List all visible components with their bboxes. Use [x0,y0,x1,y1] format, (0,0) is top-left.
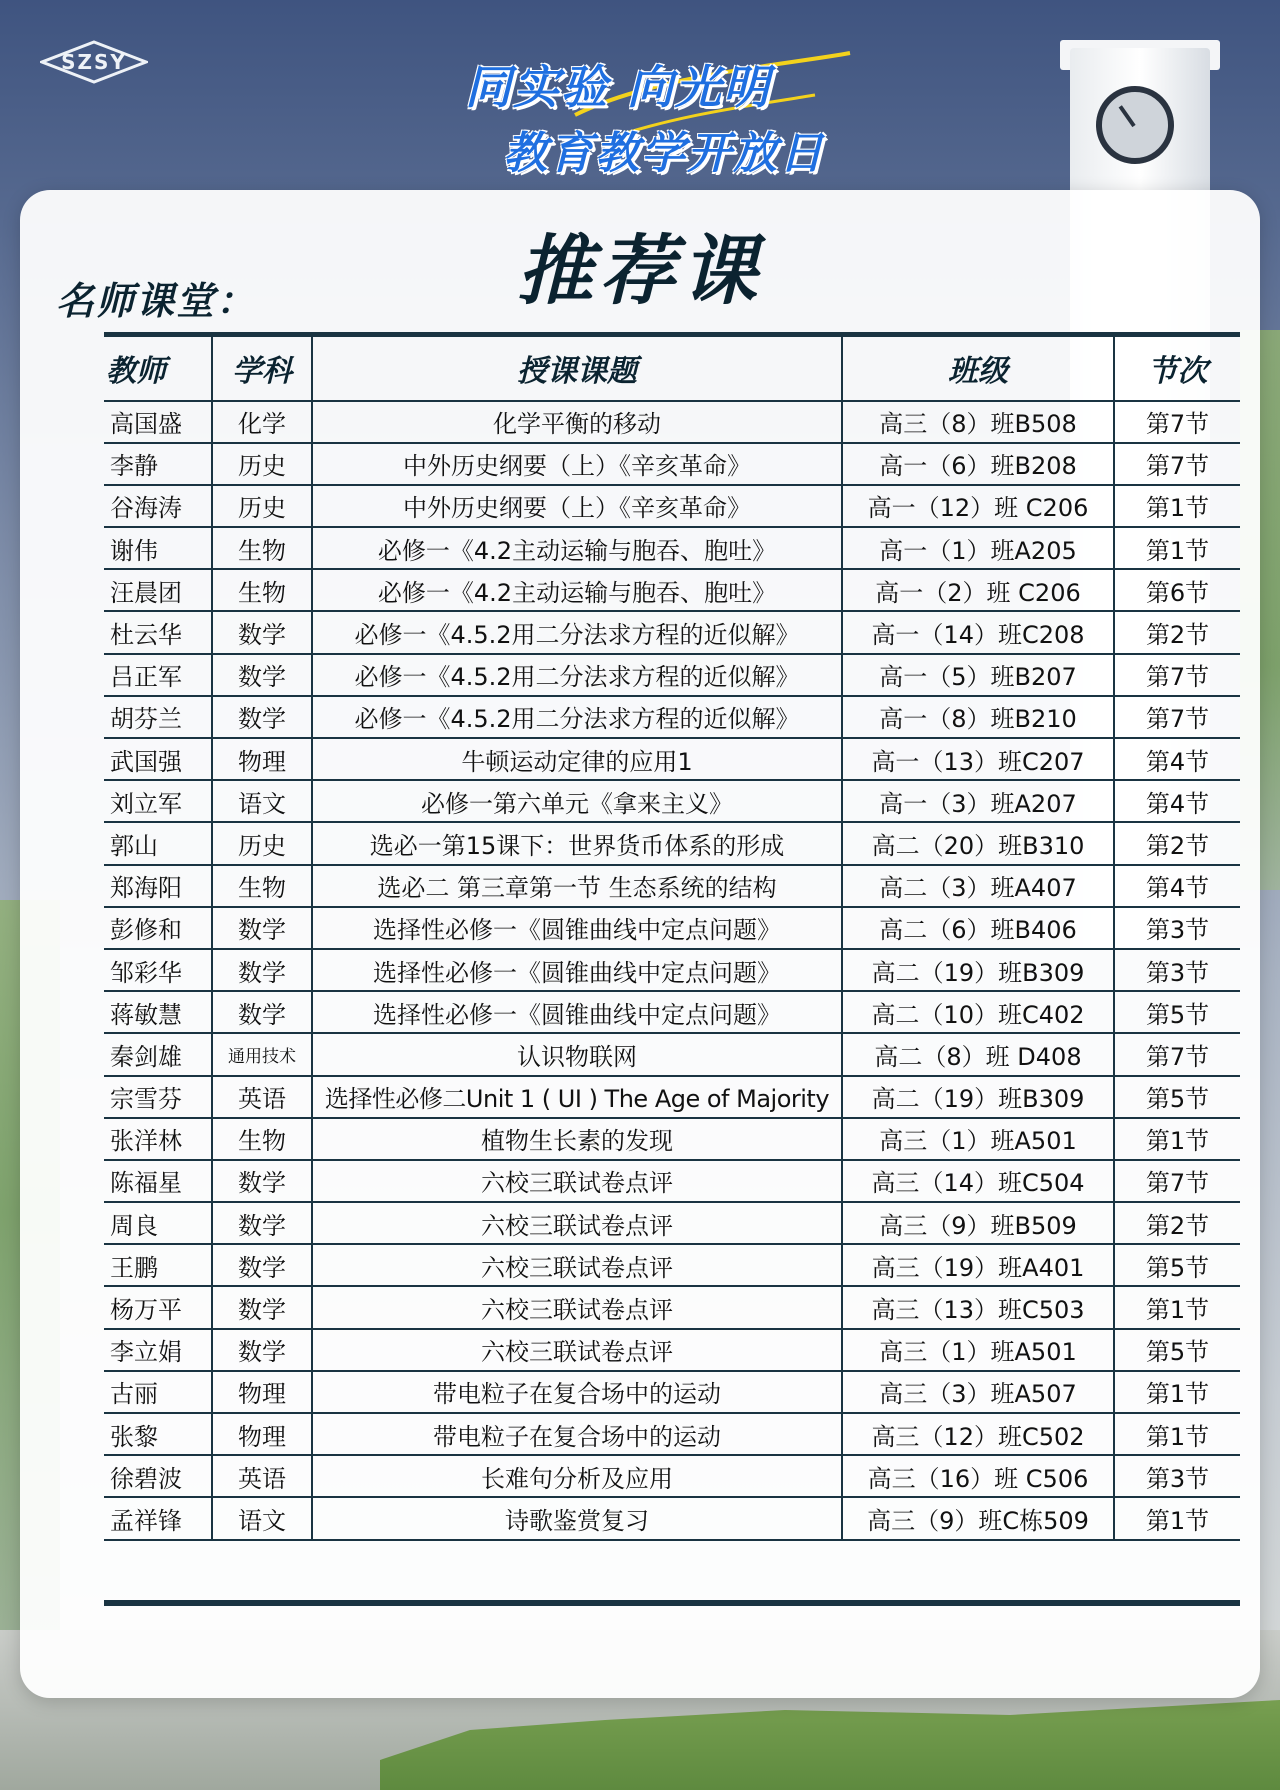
topic-cell: 化学平衡的移动 [312,401,842,443]
class-cell: 高三（1）班A501 [842,1118,1114,1160]
topic-cell: 六校三联试卷点评 [312,1202,842,1244]
teacher-cell: 古丽 [104,1371,212,1413]
topic-cell: 必修一《4.2主动运输与胞吞、胞吐》 [312,527,842,569]
table-row [104,401,1240,443]
school-logo [40,40,148,84]
class-cell: 高二（3）班A407 [842,865,1114,907]
topic-cell: 必修一《4.5.2用二分法求方程的近似解》 [312,696,842,738]
topic-cell: 选择性必修二Unit 1 ( UI ) The Age of Majority [312,1076,842,1118]
table-row [104,569,1240,611]
subject-cell: 数学 [212,1202,312,1244]
period-cell: 第7节 [1114,401,1240,443]
class-cell: 高一（14）班C208 [842,611,1114,653]
class-cell: 高三（9）班C栋509 [842,1497,1114,1539]
period-cell: 第1节 [1114,485,1240,527]
teacher-cell: 孟祥锋 [104,1497,212,1539]
class-cell: 高一（12）班 C206 [842,485,1114,527]
subject-cell: 语文 [212,780,312,822]
topic-cell: 六校三联试卷点评 [312,1329,842,1371]
topic-cell: 诗歌鉴赏复习 [312,1497,842,1539]
class-cell: 高三（16）班 C506 [842,1455,1114,1497]
teacher-cell: 张洋林 [104,1118,212,1160]
class-cell: 高一（5）班B207 [842,654,1114,696]
teacher-cell: 李立娟 [104,1329,212,1371]
class-cell: 高一（8）班B210 [842,696,1114,738]
table-row [104,1329,1240,1371]
topic-cell: 选择性必修一《圆锥曲线中定点问题》 [312,991,842,1033]
period-cell: 第5节 [1114,1076,1240,1118]
class-cell: 高三（1）班A501 [842,1329,1114,1371]
subject-cell: 数学 [212,907,312,949]
topic-cell: 带电粒子在复合场中的运动 [312,1371,842,1413]
teacher-cell: 李静 [104,443,212,485]
teacher-cell: 胡芬兰 [104,696,212,738]
subject-cell: 语文 [212,1497,312,1539]
header-topic: 授课课题 [312,335,842,401]
class-cell: 高二（19）班B309 [842,1076,1114,1118]
table-row [104,738,1240,780]
table-body [104,401,1240,1540]
headline-line-1: 同实验 向光明 [465,60,772,114]
subject-cell: 数学 [212,654,312,696]
teacher-cell: 周良 [104,1202,212,1244]
period-cell: 第7节 [1114,1160,1240,1202]
headline-line-2: 教育教学开放日 [503,128,825,179]
teacher-cell: 蒋敏慧 [104,991,212,1033]
subject-cell: 数学 [212,696,312,738]
topic-cell: 必修一《4.5.2用二分法求方程的近似解》 [312,611,842,653]
topic-cell: 认识物联网 [312,1033,842,1075]
class-cell: 高二（19）班B309 [842,949,1114,991]
class-cell: 高一（2）班 C206 [842,569,1114,611]
teacher-cell: 杜云华 [104,611,212,653]
header-class: 班级 [842,335,1114,401]
table-row [104,611,1240,653]
topic-cell: 选必二 第三章第一节 生态系统的结构 [312,865,842,907]
table-row [104,1118,1240,1160]
period-cell: 第5节 [1114,1329,1240,1371]
header-subject: 学科 [212,335,312,401]
period-cell: 第2节 [1114,1202,1240,1244]
teacher-cell: 秦剑雄 [104,1033,212,1075]
subject-cell: 历史 [212,822,312,864]
period-cell: 第7节 [1114,654,1240,696]
subject-cell: 英语 [212,1455,312,1497]
table-row [104,1244,1240,1286]
table-row [104,780,1240,822]
class-cell: 高三（3）班A507 [842,1371,1114,1413]
period-cell: 第5节 [1114,991,1240,1033]
teacher-cell: 高国盛 [104,401,212,443]
subject-cell: 数学 [212,1329,312,1371]
topic-cell: 植物生长素的发现 [312,1118,842,1160]
topic-cell: 带电粒子在复合场中的运动 [312,1413,842,1455]
teacher-cell: 邹彩华 [104,949,212,991]
table-row [104,822,1240,864]
card-title: 推荐课 [517,226,763,315]
table-row [104,1033,1240,1075]
class-cell: 高二（20）班B310 [842,822,1114,864]
teacher-cell: 王鹏 [104,1244,212,1286]
subject-cell: 数学 [212,991,312,1033]
period-cell: 第7节 [1114,1033,1240,1075]
class-cell: 高一（6）班B208 [842,443,1114,485]
subject-cell: 历史 [212,443,312,485]
class-cell: 高三（9）班B509 [842,1202,1114,1244]
teacher-cell: 汪晨团 [104,569,212,611]
subject-cell: 通用技术 [212,1033,312,1075]
teacher-cell: 刘立军 [104,780,212,822]
subject-cell: 数学 [212,1244,312,1286]
topic-cell: 中外历史纲要（上）《辛亥革命》 [312,485,842,527]
class-cell: 高一（3）班A207 [842,780,1114,822]
class-cell: 高三（13）班C503 [842,1286,1114,1328]
teacher-cell: 张黎 [104,1413,212,1455]
table-row [104,1076,1240,1118]
teacher-cell: 徐碧波 [104,1455,212,1497]
period-cell: 第4节 [1114,738,1240,780]
topic-cell: 选择性必修一《圆锥曲线中定点问题》 [312,907,842,949]
class-cell: 高三（19）班A401 [842,1244,1114,1286]
period-cell: 第6节 [1114,569,1240,611]
table-row [104,1413,1240,1455]
period-cell: 第4节 [1114,780,1240,822]
teacher-cell: 郭山 [104,822,212,864]
bottom-rule [104,1600,1240,1606]
topic-cell: 必修一第六单元《拿来主义》 [312,780,842,822]
clock-icon [1096,86,1174,164]
logo-text: SZSY [61,50,127,74]
teacher-cell: 宗雪芬 [104,1076,212,1118]
topic-cell: 长难句分析及应用 [312,1455,842,1497]
table-row [104,696,1240,738]
class-cell: 高三（14）班C504 [842,1160,1114,1202]
teacher-cell: 吕正军 [104,654,212,696]
subject-cell: 数学 [212,1286,312,1328]
class-cell: 高二（10）班C402 [842,991,1114,1033]
table-row [104,907,1240,949]
teacher-cell: 杨万平 [104,1286,212,1328]
subject-cell: 英语 [212,1076,312,1118]
schedule-card [20,190,1260,1698]
subject-cell: 历史 [212,485,312,527]
teacher-cell: 谷海涛 [104,485,212,527]
period-cell: 第2节 [1114,822,1240,864]
subject-cell: 物理 [212,738,312,780]
subject-cell: 生物 [212,865,312,907]
class-cell: 高一（1）班A205 [842,527,1114,569]
table-row [104,1497,1240,1539]
table-row [104,485,1240,527]
period-cell: 第1节 [1114,1497,1240,1539]
topic-cell: 六校三联试卷点评 [312,1286,842,1328]
topic-cell: 牛顿运动定律的应用1 [312,738,842,780]
header-period: 节次 [1114,335,1240,401]
period-cell: 第7节 [1114,443,1240,485]
table-row [104,527,1240,569]
topic-cell: 必修一《4.5.2用二分法求方程的近似解》 [312,654,842,696]
class-cell: 高三（8）班B508 [842,401,1114,443]
table-row [104,654,1240,696]
table-row [104,443,1240,485]
class-cell: 高三（12）班C502 [842,1413,1114,1455]
table-row [104,1202,1240,1244]
period-cell: 第1节 [1114,1286,1240,1328]
header-teacher: 教师 [104,335,212,401]
table-row [104,1371,1240,1413]
topic-cell: 选择性必修一《圆锥曲线中定点问题》 [312,949,842,991]
topic-cell: 六校三联试卷点评 [312,1160,842,1202]
subject-cell: 生物 [212,527,312,569]
table-row [104,1455,1240,1497]
table-row [104,1160,1240,1202]
subject-cell: 数学 [212,1160,312,1202]
teacher-cell: 武国强 [104,738,212,780]
subject-cell: 物理 [212,1413,312,1455]
table-header-row [104,335,1240,401]
course-table [104,332,1240,1541]
teacher-cell: 郑海阳 [104,865,212,907]
table-row [104,865,1240,907]
period-cell: 第5节 [1114,1244,1240,1286]
subject-cell: 生物 [212,569,312,611]
event-headline [455,45,855,179]
period-cell: 第1节 [1114,1413,1240,1455]
subject-cell: 物理 [212,1371,312,1413]
class-cell: 高二（8）班 D408 [842,1033,1114,1075]
table-row [104,991,1240,1033]
subject-cell: 化学 [212,401,312,443]
topic-cell: 中外历史纲要（上）《辛亥革命》 [312,443,842,485]
subject-cell: 数学 [212,611,312,653]
period-cell: 第1节 [1114,527,1240,569]
subject-cell: 生物 [212,1118,312,1160]
period-cell: 第2节 [1114,611,1240,653]
topic-cell: 六校三联试卷点评 [312,1244,842,1286]
period-cell: 第4节 [1114,865,1240,907]
teacher-cell: 彭修和 [104,907,212,949]
table-row [104,1286,1240,1328]
period-cell: 第3节 [1114,949,1240,991]
section-label: 名师课堂： [56,279,257,323]
teacher-cell: 谢伟 [104,527,212,569]
period-cell: 第1节 [1114,1371,1240,1413]
period-cell: 第3节 [1114,1455,1240,1497]
period-cell: 第3节 [1114,907,1240,949]
teacher-cell: 陈福星 [104,1160,212,1202]
table-row [104,949,1240,991]
topic-cell: 选必一第15课下：世界货币体系的形成 [312,822,842,864]
class-cell: 高一（13）班C207 [842,738,1114,780]
period-cell: 第1节 [1114,1118,1240,1160]
class-cell: 高二（6）班B406 [842,907,1114,949]
period-cell: 第7节 [1114,696,1240,738]
subject-cell: 数学 [212,949,312,991]
topic-cell: 必修一《4.2主动运输与胞吞、胞吐》 [312,569,842,611]
